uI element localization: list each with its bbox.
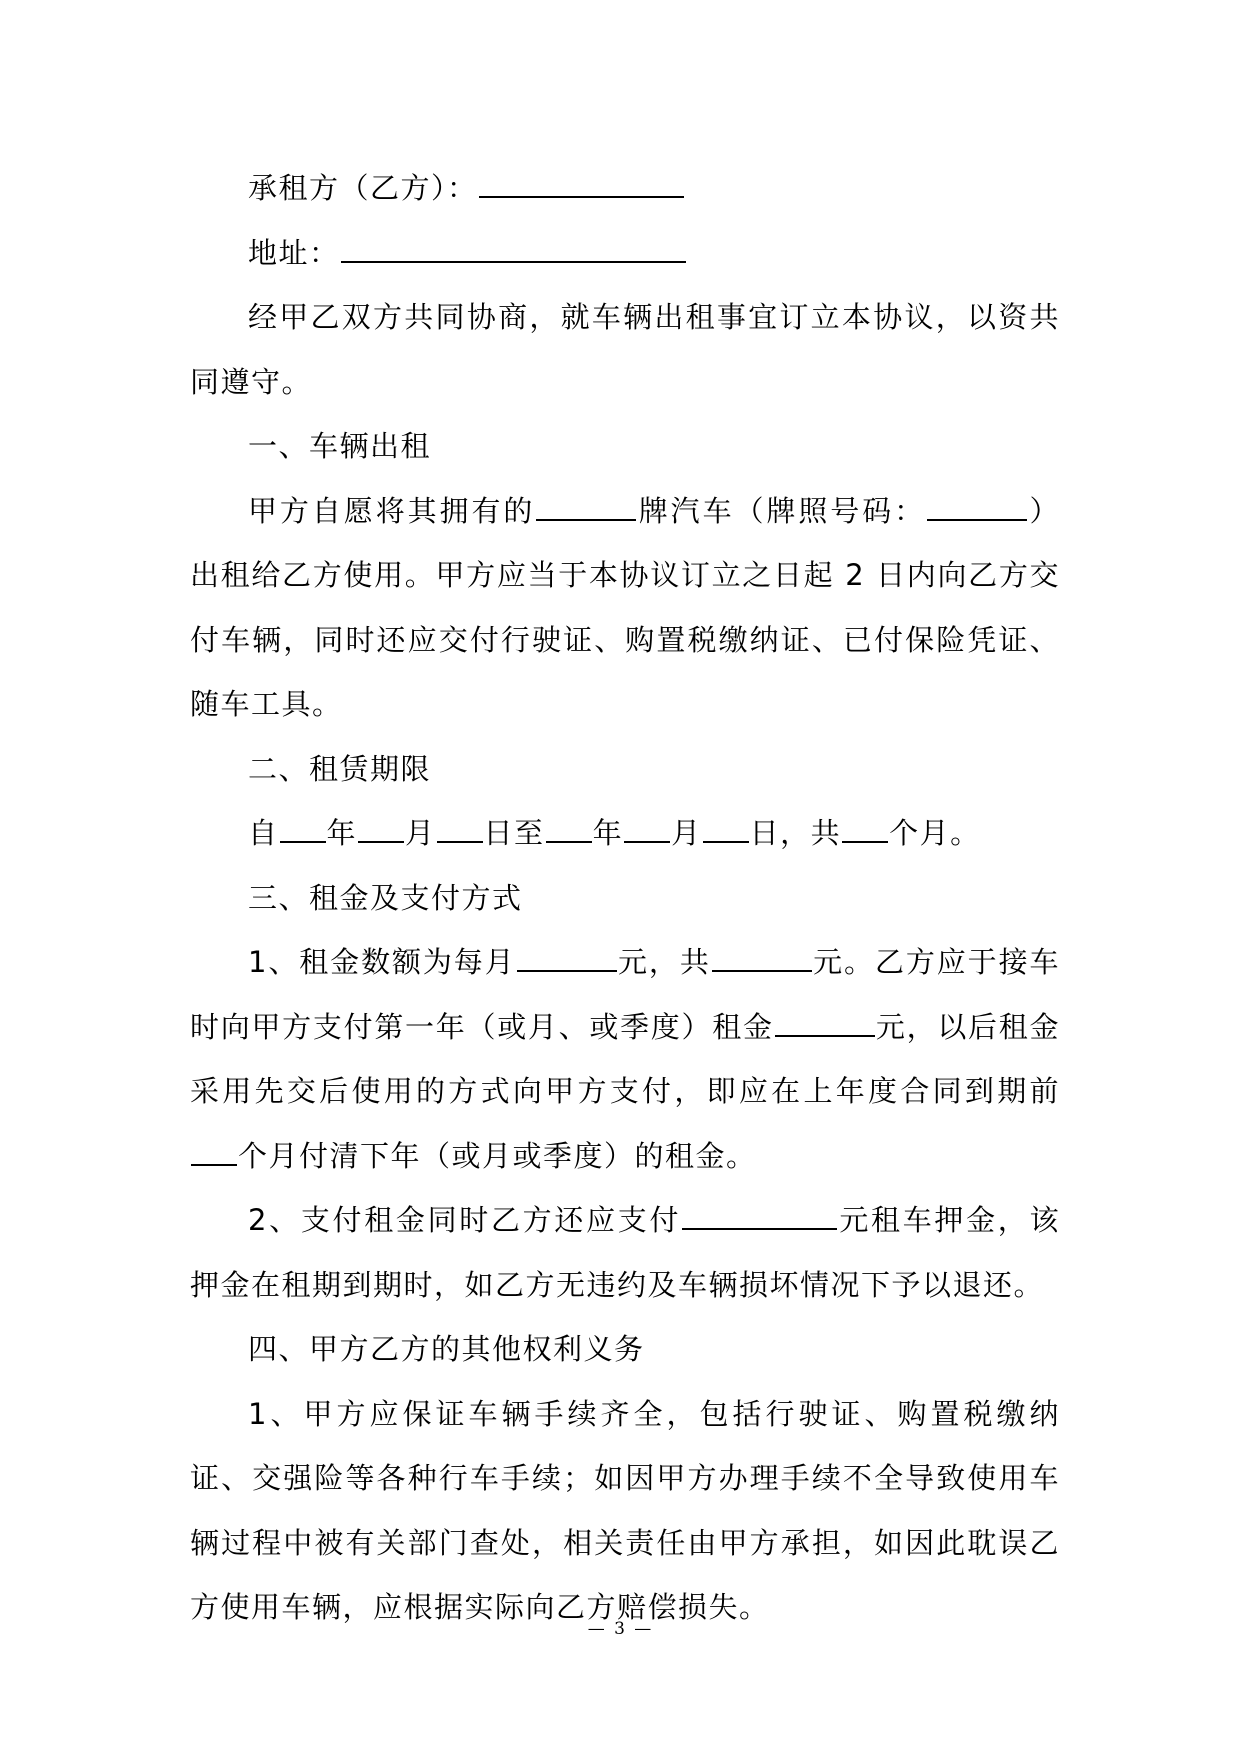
- end-month-blank: [624, 813, 670, 843]
- first-payment-blank: [775, 1007, 875, 1037]
- deposit-paragraph: 2、支付租金同时乙方还应支付 元租车押金，该押金在租期到期时，如乙方无违约及车辆损坏情况下予以退还。: [190, 1188, 1060, 1317]
- start-day-blank: [437, 813, 483, 843]
- lessee-line: 承租方（乙方）：: [190, 156, 1060, 221]
- monthly-rent-blank: [517, 942, 617, 972]
- section-heading-vehicle-rental: 一、车辆出租: [248, 429, 432, 463]
- page-number: — 3 —: [587, 1619, 654, 1639]
- lessee-blank: [479, 168, 684, 198]
- months-before-blank: [191, 1136, 237, 1166]
- total-months-blank: [842, 813, 888, 843]
- lessor-obligation-paragraph: 1、甲方应保证车辆手续齐全，包括行驶证、购置税缴纳证、交强险等各种行车手续；如因甲方办理手续不全导致使用车辆过程中被有关部门查处，相关责任由甲方承担，如因此耽误乙方使用车辆，应根据实际向乙方赔偿损失。: [190, 1396, 1060, 1624]
- lease-term-line: 自 年 月 日至 年 月 日，共 个月。: [190, 801, 1060, 866]
- section-heading-rights-obligations: 四、甲方乙方的其他权利义务: [248, 1332, 645, 1366]
- total-rent-blank: [712, 942, 812, 972]
- address-line: 地址：: [190, 221, 1060, 286]
- vehicle-rental-paragraph: 甲方自愿将其拥有的 牌汽车（牌照号码： ）出租给乙方使用。甲方应当于本协议订立之日起 2 日内向乙方交付车辆，同时还应交付行驶证、购置税缴纳证、已付保险凭证、随车工具。: [190, 479, 1060, 737]
- section-heading-rent-payment: 三、租金及支付方式: [248, 880, 523, 915]
- deposit-blank: [682, 1200, 837, 1230]
- contract-page: [190, 156, 1060, 1640]
- rent-amount-paragraph: 1、租金数额为每月 元，共 元。乙方应于接车时向甲方支付第一年（或月、或季度）租金 元，以后租金采用先交后使用的方式向甲方支付，即应在上年度合同到期前个月付清下年（或月或季度）的租金。: [190, 930, 1060, 1188]
- start-month-blank: [358, 813, 404, 843]
- vehicle-brand-blank: [536, 491, 636, 521]
- end-year-blank: [546, 813, 592, 843]
- intro-paragraph: 经甲乙双方共同协商，就车辆出租事宜订立本协议，以资共同遵守。: [190, 300, 1060, 399]
- section-heading-lease-term: 二、租赁期限: [248, 751, 432, 786]
- end-day-blank: [703, 813, 749, 843]
- start-year-blank: [280, 813, 326, 843]
- address-blank: [341, 233, 686, 263]
- plate-number-blank: [927, 491, 1027, 521]
